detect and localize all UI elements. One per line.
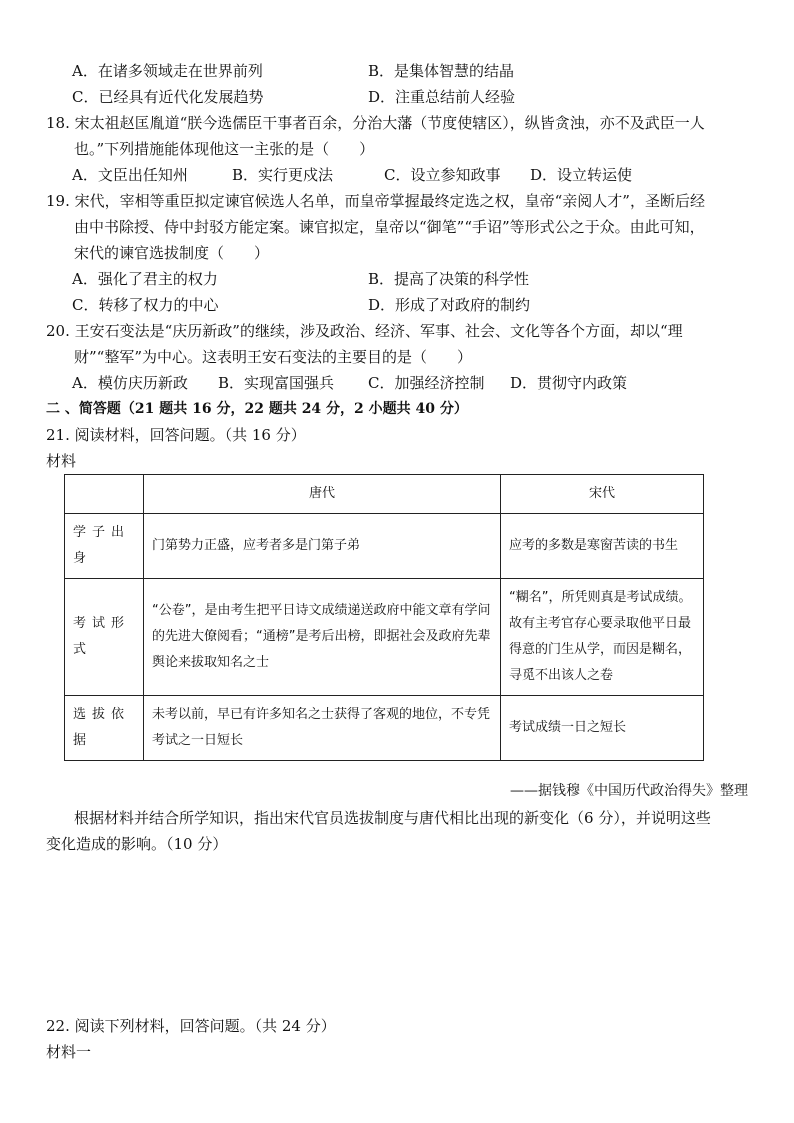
- q17-option-b: B．是集体智慧的结晶: [368, 62, 515, 80]
- table-cell-tang: 未考以前，早已有许多知名之士获得了客观的地位，不专凭考试之一日短长: [144, 696, 501, 761]
- table-header-cell: [65, 475, 144, 514]
- table-cell-tang: 门第势力正盛，应考者多是门第子弟: [144, 514, 501, 579]
- q20-option-a: A．模仿庆历新政: [72, 374, 188, 392]
- table-row-label: 学子出身: [65, 514, 144, 579]
- q20-option-d: D．贯彻守内政策: [510, 374, 628, 392]
- q20-stem-line1: 20. 王安石变法是“庆历新政”的继续，涉及政治、经济、军事、社会、文化等各个方面，却以“理: [46, 322, 683, 340]
- material-source: ——据钱穆《中国历代政治得失》整理: [510, 783, 748, 799]
- q22-material-label: 材料一: [46, 1043, 92, 1061]
- q19-stem-line3: 宋代的谏官选拔制度（ ）: [74, 244, 270, 262]
- q19-option-b: B．提高了决策的科学性: [368, 270, 530, 288]
- q22-stem: 22. 阅读下列材料，回答问题。（共 24 分）: [46, 1017, 336, 1035]
- q21-stem: 21. 阅读材料，回答问题。（共 16 分）: [46, 426, 306, 444]
- table-row: [65, 514, 704, 579]
- comparison-table: [64, 474, 704, 761]
- table-cell-song: 考试成绩一日之短长: [501, 696, 704, 761]
- table-cell-song: “糊名”，所凭则真是考试成绩。故有主考官存心要录取他平日最得意的门生从学，而因是糊名，寻觅不出该人之卷: [501, 579, 704, 696]
- table-row-label: 选拔依据: [65, 696, 144, 761]
- table-cell-song: 应考的多数是寒窗苦读的书生: [501, 514, 704, 579]
- section-title: 二 、简答题（21 题共 16 分，22 题共 24 分，2 小题共 40 分）: [46, 401, 468, 417]
- q20-option-b: B．实现富国强兵: [218, 374, 335, 392]
- q18-option-b: B．实行更戍法: [232, 166, 334, 184]
- q18-stem-line2: 也。”下列措施能体现他这一主张的是（ ）: [74, 140, 375, 158]
- q21-question-line1: 根据材料并结合所学知识，指出宋代官员选拔制度与唐代相比出现的新变化（6 分），并说明这些: [74, 809, 711, 827]
- q19-option-c: C．转移了权力的中心: [72, 296, 219, 314]
- table-header-cell: 宋代: [501, 475, 704, 514]
- q17-option-c: C．已经具有近代化发展趋势: [72, 88, 264, 106]
- table-header-row: [65, 475, 704, 514]
- q21-material-label: 材料: [46, 452, 77, 470]
- table-cell-tang: “公卷”，是由考生把平日诗文成绩递送政府中能文章有学问的先进大僚阅看；“通榜”是考后出榜，即据社会及政府先辈舆论来拔取知名之士: [144, 579, 501, 696]
- q21-question-line2: 变化造成的影响。（10 分）: [46, 835, 228, 853]
- q19-stem-line1: 19. 宋代，宰相等重臣拟定谏官候选人名单，而皇帝掌握最终定选之权，皇帝“亲阅人才”，圣断后经: [46, 192, 705, 210]
- table-row: [65, 696, 704, 761]
- q20-stem-line2: 财”“整军”为中心。这表明王安石变法的主要目的是（ ）: [74, 348, 473, 366]
- table-header-cell: 唐代: [144, 475, 501, 514]
- q18-option-d: D．设立转运使: [530, 166, 633, 184]
- q17-option-a: A．在诸多领域走在世界前列: [72, 62, 263, 80]
- q19-option-a: A．强化了君主的权力: [72, 270, 218, 288]
- q18-stem-line1: 18. 宋太祖赵匡胤道“朕今选儒臣干事者百余，分治大藩（节度使辖区），纵皆贪浊，亦不及武臣一人: [46, 114, 705, 132]
- q20-option-c: C．加强经济控制: [368, 374, 485, 392]
- q19-option-d: D．形成了对政府的制约: [368, 296, 531, 314]
- q18-option-a: A．文臣出任知州: [72, 166, 188, 184]
- table-row-label: 考试形式: [65, 579, 144, 696]
- q19-stem-line2: 由中书除授、侍中封驳方能定案。谏官拟定，皇帝以“御笔”“手诏”等形式公之于众。由此可知，: [74, 218, 705, 236]
- q17-option-d: D．注重总结前人经验: [368, 88, 516, 106]
- q18-option-c: C．设立参知政事: [384, 166, 501, 184]
- table-row: [65, 579, 704, 696]
